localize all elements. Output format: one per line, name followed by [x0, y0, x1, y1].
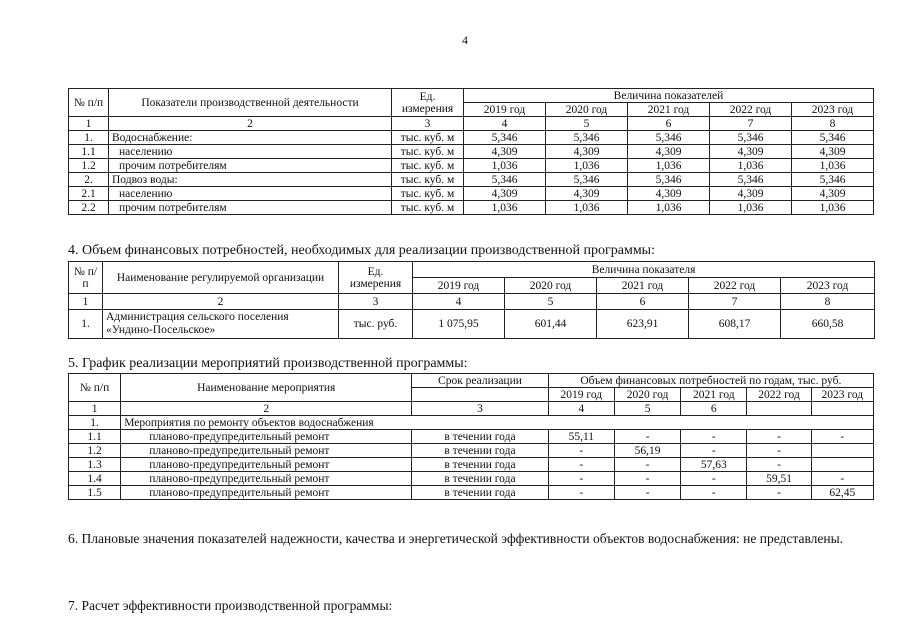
year-header: 2022 год: [689, 278, 781, 294]
group-name: Мероприятия по ремонту объектов водоснабжения: [121, 416, 874, 430]
row-value: -: [811, 430, 873, 444]
table-row: [69, 201, 874, 215]
row-value: -: [681, 472, 747, 486]
row-value: -: [614, 486, 680, 500]
table-row: [69, 145, 874, 159]
row-num: 1.4: [69, 472, 121, 486]
table-row: [69, 486, 874, 500]
row-term: в течении года: [412, 486, 548, 500]
row-value: 1,036: [628, 201, 710, 215]
col-header-num: № п/п: [69, 262, 103, 294]
row-value: -: [614, 472, 680, 486]
column-number: 3: [412, 402, 548, 416]
col-header-org: Наименование регулируемой организации: [103, 262, 339, 294]
row-num: 1.2: [69, 444, 121, 458]
group-row: [69, 416, 874, 430]
row-value: 5,346: [464, 173, 546, 187]
column-number: 2: [109, 117, 392, 131]
row-unit: тыс. куб. м: [392, 173, 464, 187]
col-header-indicator: Показатели производственной деятельности: [109, 89, 392, 117]
col-header-term-empty: [412, 388, 548, 402]
row-num: 2.2: [69, 201, 109, 215]
row-value: 1,036: [792, 159, 874, 173]
year-header: 2022 год: [710, 103, 792, 117]
row-unit: тыс. руб.: [339, 310, 413, 339]
col-header-unit: Ед. измерения: [339, 262, 413, 294]
column-number: 4: [548, 402, 614, 416]
row-num: 1.1: [69, 145, 109, 159]
col-header-value: Величина показателя: [413, 262, 875, 278]
col-header-name: Наименование мероприятия: [121, 374, 412, 402]
row-num: 1.: [69, 131, 109, 145]
row-num: 1.: [69, 416, 121, 430]
col-header-volume: Объем финансовых потребностей по годам, тыс. руб.: [548, 374, 873, 388]
table-row: [69, 159, 874, 173]
row-num: 1.1: [69, 430, 121, 444]
production-indicators-table: [68, 88, 874, 215]
row-name: планово-предупредительный ремонт: [121, 486, 412, 500]
col-header-num: № п/п: [69, 374, 121, 402]
row-value: 56,19: [614, 444, 680, 458]
row-term: в течении года: [412, 458, 548, 472]
year-header: 2022 год: [747, 388, 811, 402]
column-number: 6: [628, 117, 710, 131]
row-value: 1,036: [546, 159, 628, 173]
row-value: 62,45: [811, 486, 873, 500]
row-name: населению: [109, 145, 392, 159]
row-value: 5,346: [710, 131, 792, 145]
row-name: прочим потребителям: [109, 159, 392, 173]
table-row: [69, 187, 874, 201]
col-header-value: Величина показателей: [464, 89, 874, 103]
row-value: 1 075,95: [413, 310, 505, 339]
year-header: 2023 год: [781, 278, 875, 294]
row-value: -: [681, 444, 747, 458]
column-number: 1: [69, 402, 121, 416]
row-num: 1.2: [69, 159, 109, 173]
row-value: -: [681, 486, 747, 500]
row-value: [811, 458, 873, 472]
row-value: 59,51: [747, 472, 811, 486]
column-number: 8: [781, 294, 875, 310]
column-number: 2: [121, 402, 412, 416]
table-row: [69, 444, 874, 458]
table-row: [69, 430, 874, 444]
org-name-line: Администрация сельского поселения: [106, 311, 289, 323]
col-header-unit: Ед. измерения: [392, 89, 464, 117]
row-value: -: [614, 458, 680, 472]
row-value: 4,309: [792, 145, 874, 159]
column-number: 7: [710, 117, 792, 131]
table-row: [69, 310, 875, 339]
row-unit: тыс. куб. м: [392, 145, 464, 159]
year-header: 2019 год: [548, 388, 614, 402]
row-num: 1.5: [69, 486, 121, 500]
measures-schedule-table: [68, 373, 874, 500]
column-number: 1: [69, 117, 109, 131]
column-number: 5: [505, 294, 597, 310]
row-value: 1,036: [546, 201, 628, 215]
row-name: планово-предупредительный ремонт: [121, 458, 412, 472]
row-num: 2.: [69, 173, 109, 187]
row-name: прочим потребителям: [109, 201, 392, 215]
row-value: -: [548, 486, 614, 500]
column-number: 5: [614, 402, 680, 416]
row-value: 57,63: [681, 458, 747, 472]
row-num: 1.: [69, 310, 103, 339]
column-number: 6: [681, 402, 747, 416]
row-value: -: [548, 444, 614, 458]
row-value: 1,036: [710, 201, 792, 215]
year-header: 2020 год: [505, 278, 597, 294]
row-value: 4,309: [546, 187, 628, 201]
column-number: [747, 402, 811, 416]
row-value: [811, 444, 873, 458]
row-unit: тыс. куб. м: [392, 201, 464, 215]
row-value: -: [747, 444, 811, 458]
row-name: планово-предупредительный ремонт: [121, 472, 412, 486]
row-org: [103, 310, 339, 339]
year-header: 2023 год: [792, 103, 874, 117]
year-header: 2021 год: [681, 388, 747, 402]
row-value: 1,036: [628, 159, 710, 173]
row-name: Водоснабжение:: [109, 131, 392, 145]
row-value: 4,309: [792, 187, 874, 201]
row-unit: тыс. куб. м: [392, 131, 464, 145]
row-name: планово-предупредительный ремонт: [121, 430, 412, 444]
table-row: [69, 458, 874, 472]
row-value: 5,346: [628, 131, 710, 145]
org-name-line: «Ундино-Посельское»: [106, 324, 216, 336]
row-value: 4,309: [710, 145, 792, 159]
row-value: 55,11: [548, 430, 614, 444]
row-value: -: [681, 430, 747, 444]
row-value: 5,346: [792, 131, 874, 145]
row-name: планово-предупредительный ремонт: [121, 444, 412, 458]
row-value: 5,346: [710, 173, 792, 187]
year-header: 2019 год: [464, 103, 546, 117]
section-6-text: 6. Плановые значения показателей надежности, качества и энергетической эффективности объектов водоснабжения: не представлены.: [68, 531, 844, 546]
row-value: 5,346: [546, 131, 628, 145]
row-name: Подвоз воды:: [109, 173, 392, 187]
row-value: 601,44: [505, 310, 597, 339]
table-row: [69, 131, 874, 145]
column-number-row: [69, 402, 874, 416]
row-value: -: [747, 458, 811, 472]
row-value: 608,17: [689, 310, 781, 339]
page-number: 4: [462, 33, 468, 47]
row-value: -: [811, 472, 873, 486]
year-header: 2021 год: [597, 278, 689, 294]
column-number-row: [69, 294, 875, 310]
row-value: 1,036: [464, 201, 546, 215]
row-term: в течении года: [412, 444, 548, 458]
column-number: 4: [464, 117, 546, 131]
row-value: -: [747, 486, 811, 500]
row-value: -: [548, 472, 614, 486]
row-value: 1,036: [792, 201, 874, 215]
row-term: в течении года: [412, 472, 548, 486]
row-value: -: [747, 430, 811, 444]
row-term: в течении года: [412, 430, 548, 444]
section-5-title: 5. График реализации мероприятий производственной программы:: [68, 356, 468, 371]
col-header-term: Срок реализации: [412, 374, 548, 388]
section-7-title: 7. Расчет эффективности производственной программы:: [68, 598, 393, 613]
row-value: -: [548, 458, 614, 472]
year-header: 2020 год: [614, 388, 680, 402]
table-row: [69, 173, 874, 187]
col-header-num: № п/п: [69, 89, 109, 117]
column-number: 1: [69, 294, 103, 310]
row-value: 5,346: [792, 173, 874, 187]
row-value: 4,309: [710, 187, 792, 201]
section-4-title: 4. Объем финансовых потребностей, необходимых для реализации производственной программы:: [68, 243, 655, 258]
row-value: 5,346: [628, 173, 710, 187]
row-num: 1.3: [69, 458, 121, 472]
row-unit: тыс. куб. м: [392, 159, 464, 173]
column-number: 7: [689, 294, 781, 310]
column-number: 3: [339, 294, 413, 310]
row-value: 623,91: [597, 310, 689, 339]
financial-needs-table: [68, 261, 875, 339]
year-header: 2020 год: [546, 103, 628, 117]
year-header: 2019 год: [413, 278, 505, 294]
column-number: 5: [546, 117, 628, 131]
year-header: 2021 год: [628, 103, 710, 117]
row-value: 4,309: [546, 145, 628, 159]
row-value: -: [614, 430, 680, 444]
column-number: [811, 402, 873, 416]
row-value: 4,309: [628, 187, 710, 201]
column-number: 8: [792, 117, 874, 131]
row-value: 4,309: [628, 145, 710, 159]
column-number: 2: [103, 294, 339, 310]
row-value: 4,309: [464, 145, 546, 159]
row-value: 4,309: [464, 187, 546, 201]
table-row: [69, 472, 874, 486]
column-number: 6: [597, 294, 689, 310]
row-value: 5,346: [464, 131, 546, 145]
row-value: 1,036: [710, 159, 792, 173]
row-value: 660,58: [781, 310, 875, 339]
row-value: 5,346: [546, 173, 628, 187]
row-unit: тыс. куб. м: [392, 187, 464, 201]
row-name: населению: [109, 187, 392, 201]
year-header: 2023 год: [811, 388, 873, 402]
column-number: 3: [392, 117, 464, 131]
column-number: 4: [413, 294, 505, 310]
row-value: 1,036: [464, 159, 546, 173]
column-number-row: [69, 117, 874, 131]
row-num: 2.1: [69, 187, 109, 201]
